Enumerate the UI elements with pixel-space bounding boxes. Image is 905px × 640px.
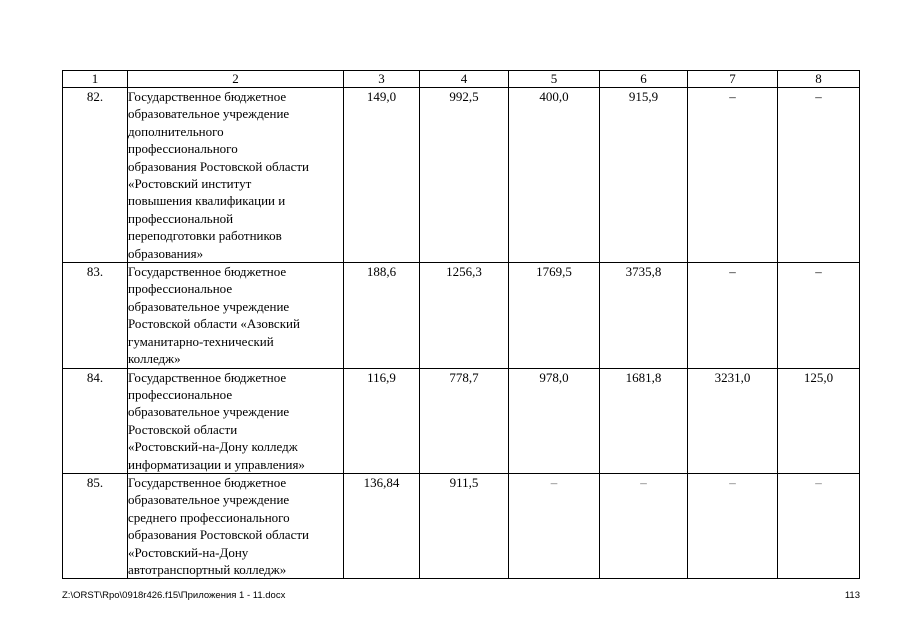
header-cell: 7 — [688, 71, 778, 88]
row-number: 84. — [63, 368, 128, 473]
value-cell-7: – — [688, 473, 778, 578]
table-row — [63, 473, 860, 578]
name-line: образовательное учреждение — [128, 106, 290, 122]
name-line: Ростовской области «Азовский — [128, 316, 300, 332]
name-line: «Ростовский-на-Дону колледж — [128, 439, 298, 455]
name-line: профессиональное — [128, 386, 233, 402]
value-cell-6: 3735,8 — [600, 263, 688, 368]
value-cell-5: 400,0 — [509, 88, 600, 263]
header-cell: 1 — [63, 71, 128, 88]
value-cell-6: – — [600, 473, 688, 578]
value-cell-8: – — [778, 263, 860, 368]
value-cell-3: 188,6 — [344, 263, 420, 368]
row-number: 82. — [63, 88, 128, 263]
footer-file-path: Z:\ORST\Rpo\0918r426.f15\Приложения 1 - 11.docx — [62, 590, 286, 601]
value-cell-8: – — [778, 473, 860, 578]
value-cell-3: 116,9 — [344, 368, 420, 473]
name-line: среднего профессионального — [128, 509, 290, 525]
value-cell-8: 125,0 — [778, 368, 860, 473]
value-cell-7: – — [688, 88, 778, 263]
header-cell: 5 — [509, 71, 600, 88]
name-line: переподготовки работников — [128, 228, 282, 244]
institution-name — [128, 368, 344, 473]
value-cell-4: 992,5 — [420, 88, 509, 263]
name-line: повышения квалификации и — [128, 193, 286, 209]
value-cell-7: – — [688, 263, 778, 368]
value-cell-6: 915,9 — [600, 88, 688, 263]
institution-name — [128, 88, 344, 263]
institution-name — [128, 473, 344, 578]
value-cell-8: – — [778, 88, 860, 263]
name-line: «Ростовский-на-Дону — [128, 544, 249, 560]
value-cell-3: 136,84 — [344, 473, 420, 578]
name-line: «Ростовский институт — [128, 176, 252, 192]
value-cell-7: 3231,0 — [688, 368, 778, 473]
name-line: Государственное бюджетное — [128, 369, 287, 385]
table-row — [63, 263, 860, 368]
value-cell-4: 911,5 — [420, 473, 509, 578]
data-table — [62, 70, 860, 579]
header-cell: 4 — [420, 71, 509, 88]
name-line: гуманитарно-технический — [128, 333, 274, 349]
row-number: 83. — [63, 263, 128, 368]
table-row — [63, 368, 860, 473]
name-line: профессиональной — [128, 210, 234, 226]
row-number: 85. — [63, 473, 128, 578]
institution-name — [128, 263, 344, 368]
table-header-row — [63, 71, 860, 88]
name-line: информатизации и управления» — [128, 456, 305, 472]
value-cell-4: 778,7 — [420, 368, 509, 473]
name-line: образовательное учреждение — [128, 404, 290, 420]
table-row — [63, 88, 860, 263]
name-line: Государственное бюджетное — [128, 89, 287, 104]
name-line: Ростовской области — [128, 421, 238, 437]
header-cell: 6 — [600, 71, 688, 88]
value-cell-5: – — [509, 473, 600, 578]
value-cell-5: 978,0 — [509, 368, 600, 473]
name-line: дополнительного — [128, 123, 224, 139]
page-number: 113 — [844, 590, 860, 601]
value-cell-4: 1256,3 — [420, 263, 509, 368]
name-line: профессионального — [128, 141, 238, 157]
name-line: профессиональное — [128, 281, 233, 297]
header-cell: 2 — [128, 71, 344, 88]
header-cell: 8 — [778, 71, 860, 88]
value-cell-3: 149,0 — [344, 88, 420, 263]
header-cell: 3 — [344, 71, 420, 88]
name-line: образования Ростовской области — [128, 527, 309, 543]
name-line: образовательное учреждение — [128, 492, 290, 508]
name-line: Государственное бюджетное — [128, 474, 287, 490]
name-line: образования» — [128, 245, 204, 261]
value-cell-6: 1681,8 — [600, 368, 688, 473]
name-line: образования Ростовской области — [128, 158, 309, 174]
value-cell-5: 1769,5 — [509, 263, 600, 368]
name-line: Государственное бюджетное — [128, 264, 287, 280]
name-line: автотранспортный колледж» — [128, 561, 287, 577]
name-line: колледж» — [128, 351, 181, 367]
name-line: образовательное учреждение — [128, 298, 290, 314]
